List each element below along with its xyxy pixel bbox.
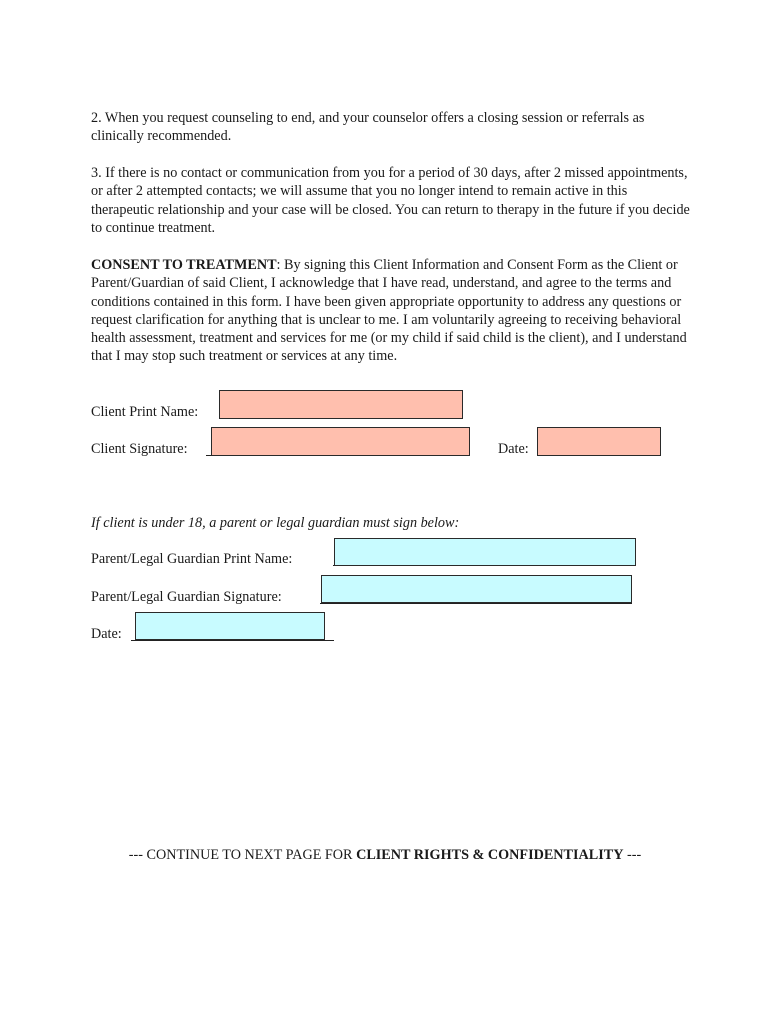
- guardian-print-name-label: Parent/Legal Guardian Print Name:: [91, 551, 293, 567]
- footer-emphasis: CLIENT RIGHTS & CONFIDENTIALITY: [356, 847, 624, 863]
- guardian-instruction: If client is under 18, a parent or legal guardian must sign below:: [91, 515, 460, 531]
- footer-prefix: --- CONTINUE TO NEXT PAGE FOR: [128, 847, 357, 863]
- client-signature-field[interactable]: [211, 427, 470, 456]
- client-date-field[interactable]: [537, 427, 661, 456]
- paragraph-item-3: 3. If there is no contact or communication from you for a period of 30 days, after 2 missed appointments, or after 2 attempted contacts; we will assume that you no longer intend to remain active in this therapeutic relationship and your case will be closed. You can return to therapy in the future if you decide to continue treatment.: [91, 165, 690, 236]
- guardian-signature-field[interactable]: [321, 575, 632, 603]
- paragraph-item-2: 2. When you request counseling to end, and your counselor offers a closing session or referrals as clinically recommended.: [91, 110, 645, 145]
- guardian-signature-label: Parent/Legal Guardian Signature:: [91, 589, 282, 605]
- guardian-date-label: Date:: [91, 626, 122, 642]
- consent-body: : By signing this Client Information and Consent Form as the Client or Parent/Guardian of said Client, I acknowledge that I have read, understand, and agree to the terms and conditions contained in this form. I have been given appropriate opportunity to address any questions or request clarification for anything that is unclear to me. I am voluntarily agreeing to receiving behavioral health assessment, treatment and services for me (or my child if said child is the client), and I understand that I may stop such treatment or services at any time.: [91, 257, 687, 365]
- guardian-date-underline: [131, 640, 334, 641]
- guardian-signature-underline: [320, 603, 632, 604]
- client-date-label: Date:: [498, 441, 529, 457]
- client-signature-label: Client Signature:: [91, 441, 188, 457]
- client-print-name-field[interactable]: [219, 390, 463, 419]
- guardian-date-field[interactable]: [135, 612, 325, 640]
- client-print-name-label: Client Print Name:: [91, 404, 199, 420]
- continue-footer: [0, 846, 770, 864]
- guardian-print-name-field[interactable]: [334, 538, 636, 566]
- consent-paragraph: [91, 256, 691, 366]
- footer-suffix: ---: [623, 847, 642, 863]
- consent-heading: CONSENT TO TREATMENT: [91, 257, 277, 273]
